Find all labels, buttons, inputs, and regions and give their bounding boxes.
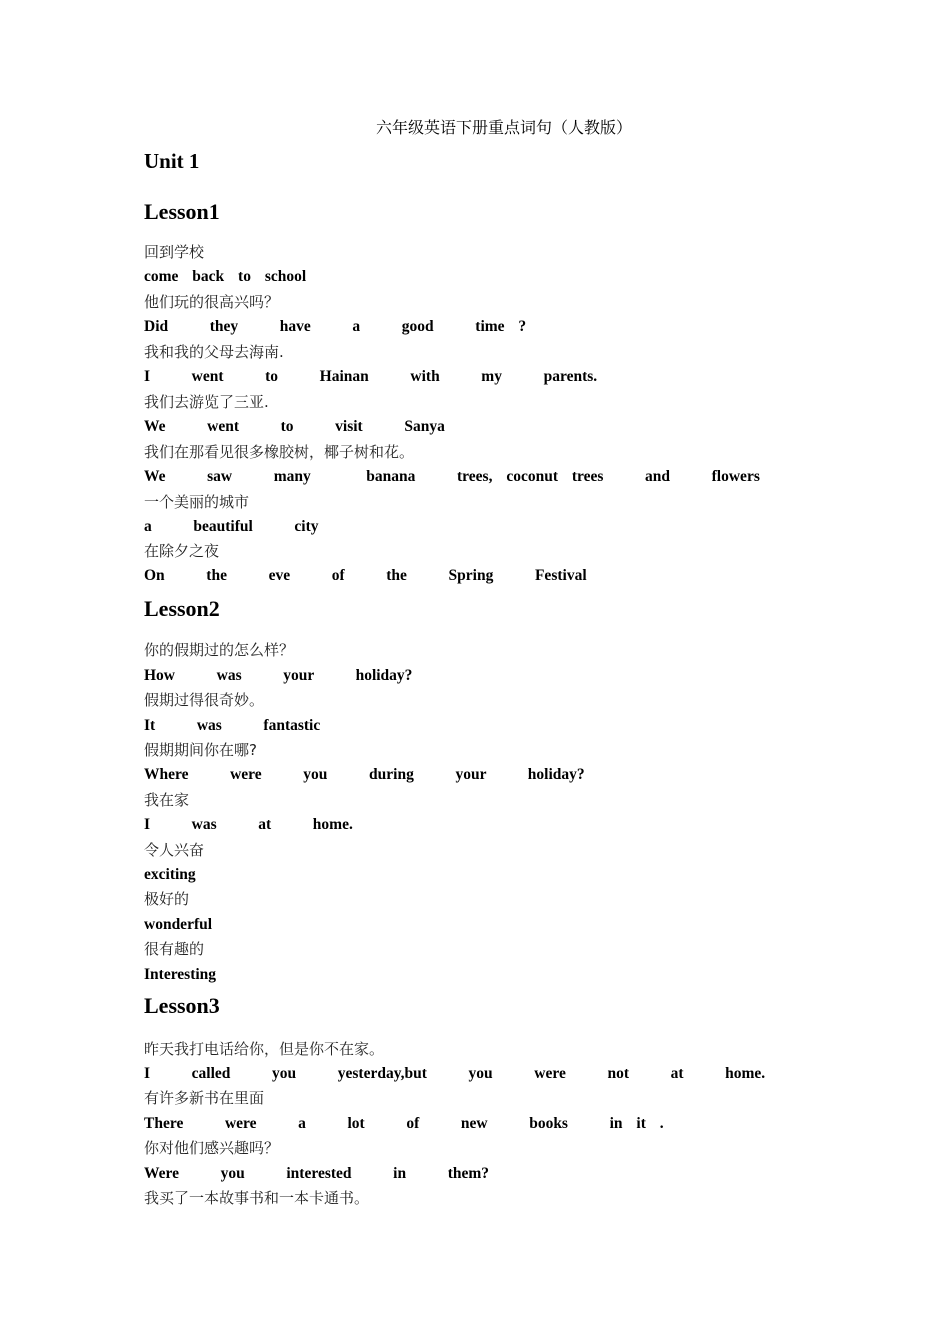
lesson1-en-line: We went to visit Sanya [144,418,445,435]
document-title: 六年级英语下册重点词句（人教版） [375,118,632,137]
lesson3-heading: Lesson3 [144,993,220,1018]
lesson2-en-line: exciting [144,866,196,883]
lesson1-en-line: We saw many banana trees, coconut trees and flowers [144,468,760,485]
lesson2-cn-line: 你的假期过的怎么样？ [144,641,295,659]
lesson2-cn-line: 假期期间你在哪? [144,741,257,759]
lesson2-en-line: Interesting [144,966,217,983]
lesson1-heading: Lesson1 [144,199,220,224]
lesson1-en-line: I went to Hainan with my parents. [144,368,598,385]
lesson2-en-line: I was at home. [144,816,353,833]
lesson3-cn-line: 我买了一本故事书和一本卡通书。 [144,1189,370,1207]
lesson1-cn-line: 我们去游览了三亚. [144,393,269,411]
lesson2-cn-line: 令人兴奋 [144,841,205,859]
unit-heading: Unit 1 [144,149,200,173]
lesson1-en-line: Did they have a good time ? [144,318,527,335]
lesson3-cn-line: 有许多新书在里面 [144,1089,265,1107]
lesson2-en-line: It was fantastic [144,717,321,734]
lesson3-cn-line: 你对他们感兴趣吗？ [144,1139,280,1157]
lesson2-cn-line: 很有趣的 [144,940,205,958]
lesson1-cn-line: 我们在那看见很多橡胶树，椰子树和花。 [144,443,415,461]
lesson1-cn-line: 他们玩的很高兴吗？ [144,293,280,311]
lesson2-cn-line: 极好的 [144,890,190,908]
lesson3-en-line: I called you yesterday,but you were not at home. [144,1065,766,1082]
lesson1-en-line: On the eve of the Spring Festival [144,567,587,584]
lesson1-cn-line: 回到学校 [144,243,205,261]
lesson1-en-line: a beautiful city [144,518,319,535]
lesson3-cn-line: 昨天我打电话给你，但是你不在家。 [144,1040,385,1058]
lesson3-en-line: There were a lot of new books in it . [144,1115,664,1132]
lesson1-cn-line: 一个美丽的城市 [144,493,250,511]
lesson1-cn-line: 我和我的父母去海南. [144,343,284,361]
lesson2-en-line: wonderful [144,916,213,933]
lesson2-cn-line: 假期过得很奇妙。 [144,691,265,709]
lesson2-cn-line: 我在家 [144,791,190,809]
lesson2-en-line: Where were you during your holiday? [144,766,585,783]
lesson2-heading: Lesson2 [144,596,220,621]
lesson3-en-line: Were you interested in them? [144,1165,490,1182]
lesson1-en-line: come back to school [144,268,307,285]
lesson2-en-line: How was your holiday? [144,667,413,684]
lesson1-cn-line: 在除夕之夜 [144,542,220,560]
